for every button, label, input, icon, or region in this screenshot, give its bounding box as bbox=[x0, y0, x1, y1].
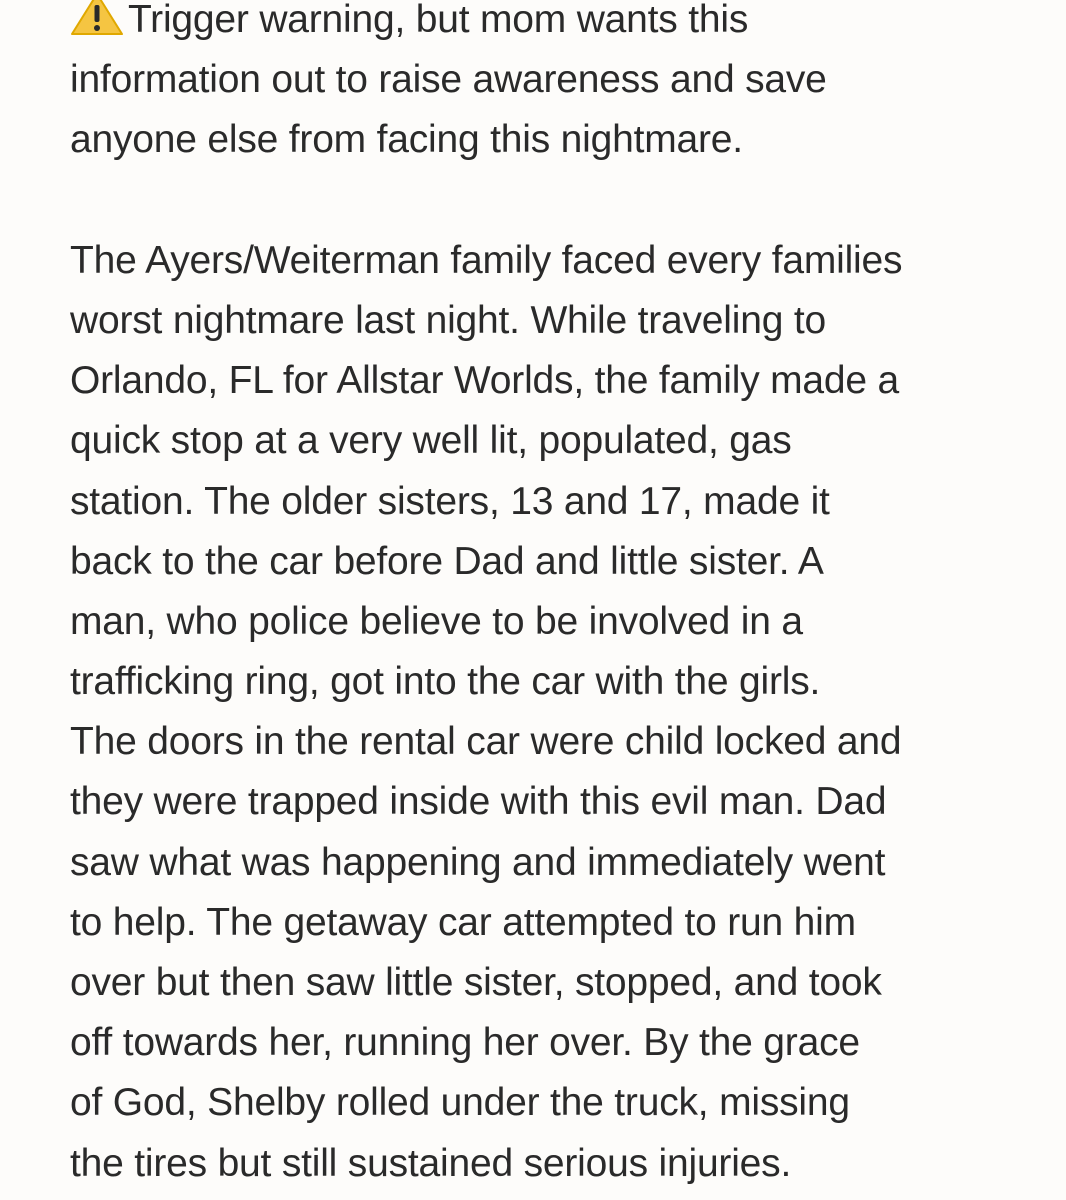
body-line: over but then saw little sister, stopped, and took bbox=[70, 961, 882, 1004]
body-line: worst nightmare last night. While traveling to bbox=[70, 298, 826, 342]
warning-line-1 bbox=[70, 0, 1030, 50]
warning-text-1: Trigger warning, but mom wants this bbox=[128, 0, 749, 41]
body-line: back to the car before Dad and little sister. A bbox=[70, 539, 824, 583]
warning-line-2: information out to raise awareness and save bbox=[70, 58, 827, 102]
body-line: The doors in the rental car were child locked and bbox=[70, 720, 902, 764]
paragraph-gap bbox=[70, 171, 1030, 231]
body-line: The Ayers/Weiterman family faced every families bbox=[70, 238, 903, 282]
note-text bbox=[70, 0, 1030, 1194]
body-line: of God, Shelby rolled under the truck, missing bbox=[70, 1081, 850, 1125]
body-line: Orlando, FL for Allstar Worlds, the family made a bbox=[70, 359, 900, 403]
body-line: quick stop at a very well lit, populated, gas bbox=[70, 419, 792, 463]
body-line: station. The older sisters, 13 and 17, made it bbox=[70, 479, 830, 523]
body-line: man, who police believe to be involved in a bbox=[70, 599, 803, 643]
body-line: trafficking ring, got into the car with the girls. bbox=[70, 660, 821, 704]
body-line: the tires but still sustained serious injuries. bbox=[70, 1141, 792, 1185]
warning-line-3: anyone else from facing this nightmare. bbox=[70, 118, 743, 162]
warning-icon bbox=[70, 0, 124, 36]
body-line: they were trapped inside with this evil man. Dad bbox=[70, 780, 887, 824]
body-line: off towards her, running her over. By the grace bbox=[70, 1021, 860, 1065]
body-line: saw what was happening and immediately went bbox=[70, 840, 886, 884]
body-line: to help. The getaway car attempted to run him bbox=[70, 900, 856, 944]
